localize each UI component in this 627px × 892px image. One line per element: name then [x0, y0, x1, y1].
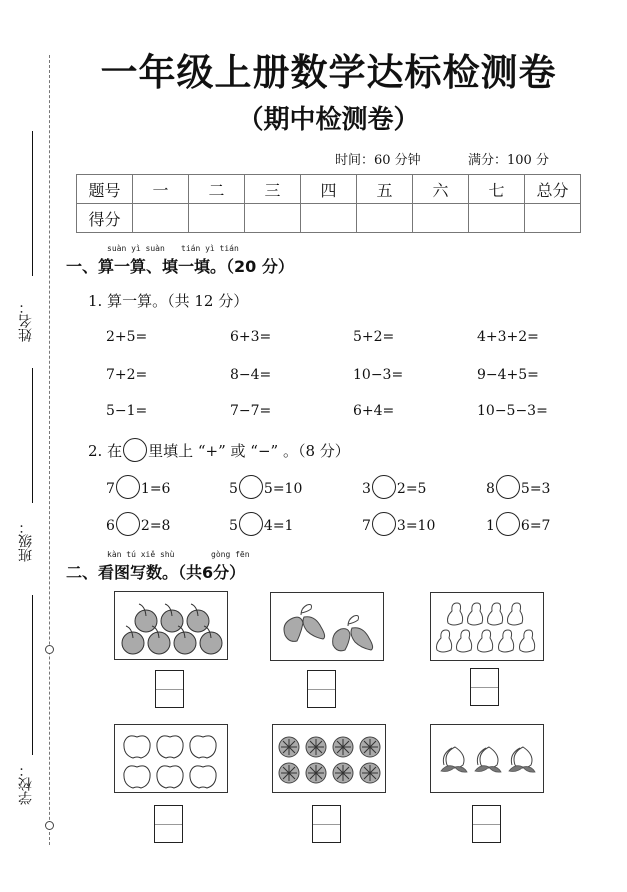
answer-box[interactable] — [470, 668, 499, 706]
equation: 7−7= — [230, 403, 272, 419]
fill-equation: 7 1=6 — [106, 477, 170, 501]
picture-oranges — [114, 591, 228, 660]
picture-flowers — [272, 724, 386, 793]
class-label: 班级： — [18, 520, 34, 562]
apple-icon — [115, 725, 227, 792]
answer-circle[interactable] — [372, 512, 396, 536]
table-row — [77, 204, 581, 233]
question-title — [88, 440, 350, 464]
mango-icon — [271, 593, 383, 660]
fill-equation: 6 2=8 — [106, 514, 170, 538]
pinyin: tián yì tián — [181, 244, 239, 253]
equation: 4+3+2= — [477, 329, 539, 345]
peach-icon — [431, 725, 543, 792]
picture-peaches — [430, 724, 544, 793]
answer-circle[interactable] — [496, 475, 520, 499]
table-cell: 题号 — [77, 175, 133, 204]
answer-box[interactable] — [155, 670, 184, 708]
pinyin: gòng fēn — [211, 550, 250, 559]
table-row — [77, 175, 581, 204]
section-heading: 一、算一算、填一填。（20 分） — [66, 257, 294, 276]
picture-mangoes — [270, 592, 384, 661]
binding-hole — [45, 821, 54, 830]
equation: 2+5= — [106, 329, 148, 345]
table-cell: 得分 — [77, 204, 133, 233]
table-cell: 二 — [189, 175, 245, 204]
pear-icon — [431, 593, 543, 660]
time-limit: 时间：60 分钟 — [335, 153, 421, 168]
equation: 5−1= — [106, 403, 148, 419]
pinyin: kàn tú xiě shù — [107, 550, 175, 559]
q2-title-post: 里填上 “+” 或 “−” 。（8 分） — [148, 442, 350, 460]
cut-line — [49, 55, 50, 845]
answer-circle[interactable] — [239, 475, 263, 499]
orange-icon — [115, 592, 227, 659]
equation: 7+2= — [106, 367, 148, 383]
fill-equation: 8 5=3 — [486, 477, 550, 501]
name-line-lower — [32, 368, 33, 503]
page-subtitle: （期中检测卷） — [237, 105, 420, 135]
table-cell: 一 — [133, 175, 189, 204]
circle-icon — [123, 438, 147, 462]
fill-equation: 5 4=1 — [229, 514, 293, 538]
q2-title-pre: 2. 在 — [88, 442, 123, 460]
name-line — [32, 131, 33, 276]
class-line — [32, 595, 33, 755]
name-label: 姓名： — [18, 300, 34, 342]
answer-circle[interactable] — [496, 512, 520, 536]
answer-box[interactable] — [312, 805, 341, 843]
equation: 10−5−3= — [477, 403, 548, 419]
score-input-cell[interactable] — [413, 204, 469, 233]
table-cell: 五 — [357, 175, 413, 204]
fill-equation: 3 2=5 — [362, 477, 426, 501]
page-title: 一年级上册数学达标检测卷 — [100, 51, 557, 94]
table-cell: 总分 — [525, 175, 581, 204]
equation: 10−3= — [353, 367, 404, 383]
score-input-cell[interactable] — [301, 204, 357, 233]
answer-box[interactable] — [154, 805, 183, 843]
school-label: 学校： — [18, 763, 34, 805]
equation: 6+4= — [353, 403, 395, 419]
answer-circle[interactable] — [372, 475, 396, 499]
score-table — [76, 174, 581, 233]
flower-icon — [273, 725, 385, 792]
binding-hole — [45, 645, 54, 654]
answer-circle[interactable] — [116, 475, 140, 499]
score-input-cell[interactable] — [189, 204, 245, 233]
score-input-cell[interactable] — [357, 204, 413, 233]
score-input-cell[interactable] — [525, 204, 581, 233]
equation: 9−4+5= — [477, 367, 539, 383]
question-title: 1. 算一算。（共 12 分） — [88, 292, 249, 310]
picture-pears — [430, 592, 544, 661]
equation: 6+3= — [230, 329, 272, 345]
answer-box[interactable] — [472, 805, 501, 843]
equation: 8−4= — [230, 367, 272, 383]
pinyin: suàn yì suàn — [107, 244, 165, 253]
answer-circle[interactable] — [239, 512, 263, 536]
score-input-cell[interactable] — [469, 204, 525, 233]
table-cell: 四 — [301, 175, 357, 204]
table-cell: 三 — [245, 175, 301, 204]
fill-equation: 1 6=7 — [486, 514, 550, 538]
equation: 5+2= — [353, 329, 395, 345]
section-heading: 二、看图写数。（共6分） — [66, 563, 246, 582]
answer-box[interactable] — [307, 670, 336, 708]
table-cell: 七 — [469, 175, 525, 204]
picture-apples — [114, 724, 228, 793]
score-input-cell[interactable] — [245, 204, 301, 233]
fill-equation: 7 3=10 — [362, 514, 435, 538]
full-score: 满分：100 分 — [468, 153, 549, 168]
fill-equation: 5 5=10 — [229, 477, 302, 501]
answer-circle[interactable] — [116, 512, 140, 536]
score-input-cell[interactable] — [133, 204, 189, 233]
table-cell: 六 — [413, 175, 469, 204]
